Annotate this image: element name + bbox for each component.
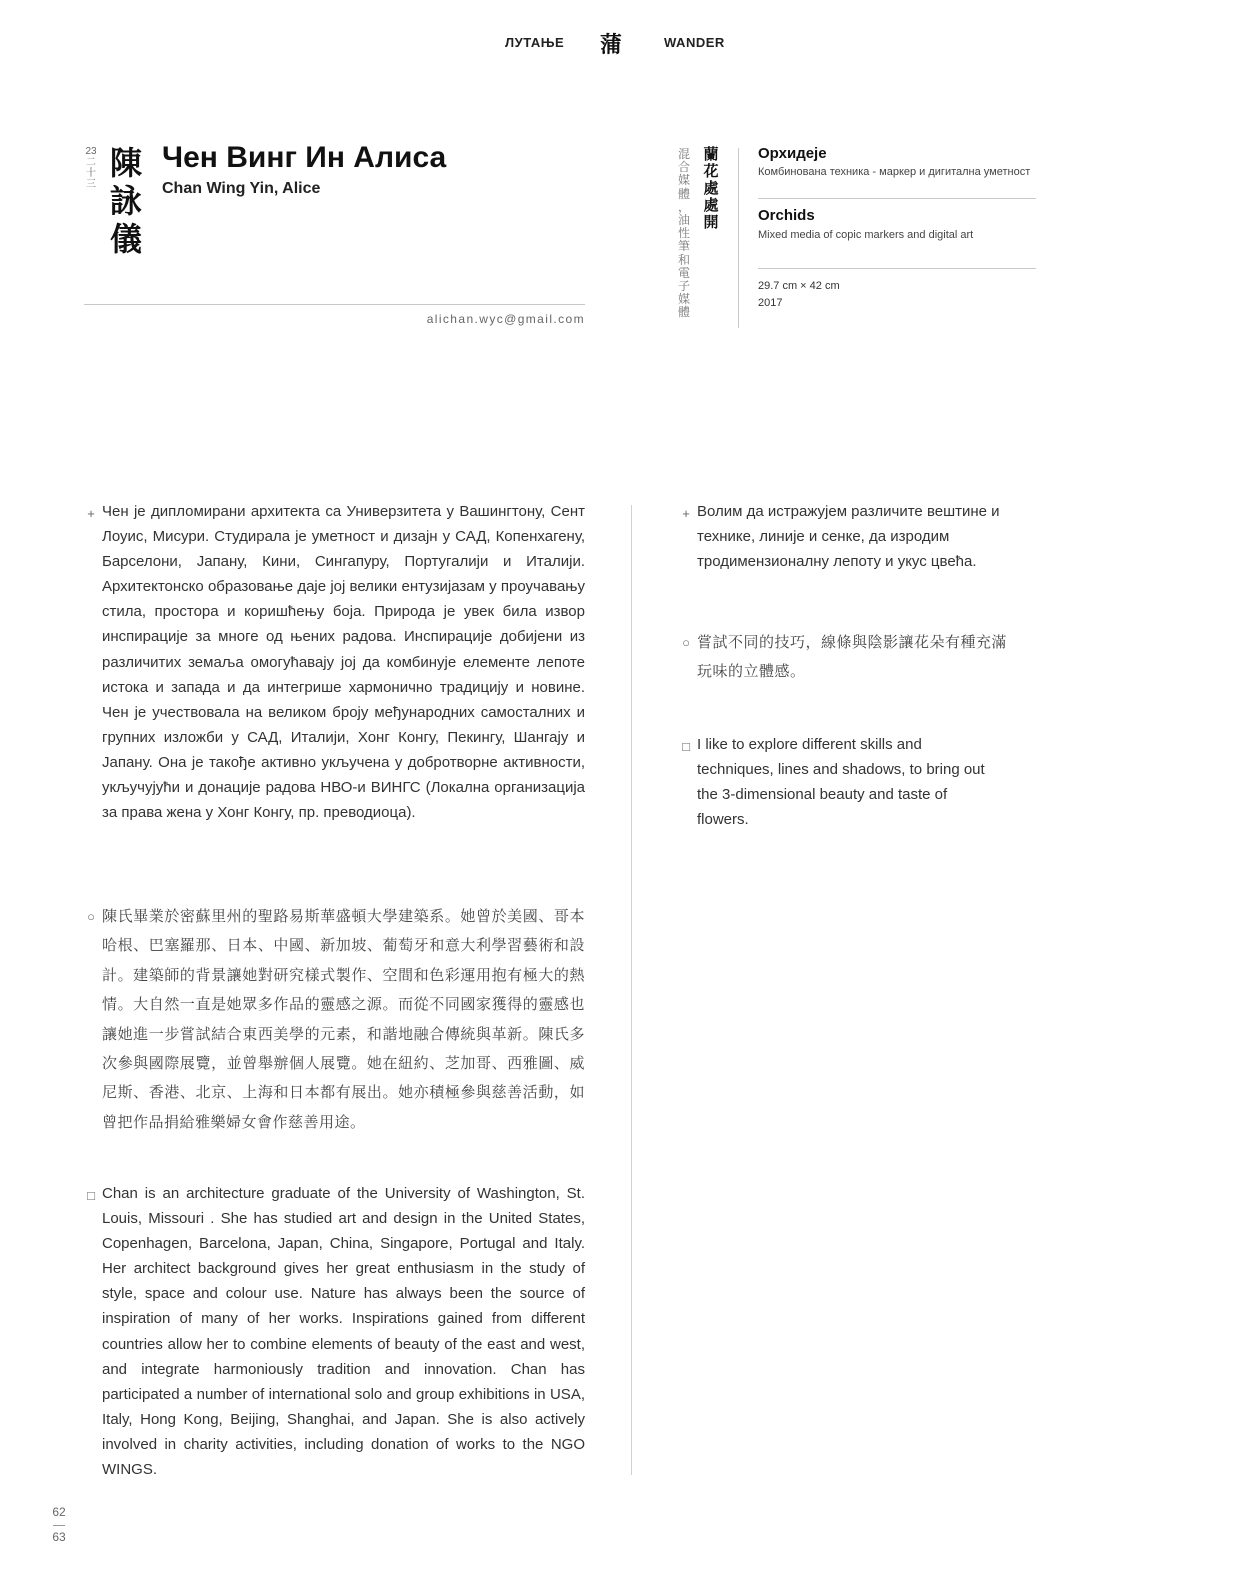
- title-char: 處: [703, 196, 719, 214]
- bio-chinese: 陳氏畢業於密蘇里州的聖路易斯華盛頓大學建築系。她曾於美國、哥本哈根、巴塞羅那、日本、中國、新加坡、葡萄牙和意大利學習藝術和設計。建築師的背景讓她對研究樣式製作、空間和色彩運用抱有極大的熱情。大自然一直是她眾多作品的靈感之源。而從不同國家獲得的靈感也讓她進一步嘗試結合東西美學的元素，和諧地融合傳統與革新。陳氏多次參與國際展覽，並曾舉辦個人展覽。她在紐約、芝加哥、西雅圖、威尼斯、香港、北京、上海和日本都有展出。她亦積極參與慈善活動，如曾把作品捐給雅樂婦女會作慈善用途。: [102, 907, 585, 1131]
- artist-divider: [84, 304, 585, 305]
- medium-char: 體: [677, 186, 690, 201]
- chinese-name-char: 儀: [110, 220, 143, 258]
- medium-char: 媒: [677, 173, 690, 188]
- medium-char: 體: [677, 305, 690, 320]
- medium-char: 混: [677, 147, 690, 161]
- artwork-vertical-medium: [676, 148, 692, 320]
- header-left-label: ЛУТАЊЕ: [505, 35, 565, 50]
- header-center-glyph: 蒲: [600, 32, 623, 57]
- artwork-title-english: Orchids: [758, 207, 815, 224]
- artwork-size: 29.7 cm × 42 cm: [758, 280, 840, 292]
- statement-chinese: 嘗試不同的技巧，線條與陰影讓花朵有種充滿玩味的立體感。: [697, 633, 1008, 681]
- statement-english: I like to explore different skills and techniques, lines and shadows, to bring out the 3-dimensional beauty and taste of flowers.: [697, 736, 985, 829]
- artist-number-char: 十: [86, 168, 96, 179]
- medium-char: 電: [677, 265, 690, 280]
- artwork-medium-english: Mixed media of copic markers and digital art: [758, 229, 974, 241]
- artist-number: [84, 146, 98, 190]
- artist-number-char: 23: [85, 146, 97, 157]
- medium-char: 筆: [677, 239, 690, 254]
- title-char: 處: [703, 179, 719, 197]
- plus-marker-icon: +: [87, 506, 95, 521]
- medium-char: 油: [677, 213, 690, 228]
- chinese-name-char: 詠: [110, 182, 143, 220]
- page-number-divider: [53, 1525, 65, 1526]
- artist-number-char: 二: [86, 157, 96, 168]
- bio-english: Chan is an architecture graduate of the University of Washington, St. Louis, Missouri . She has studied art and design in the United States, Copenhagen, Barcelona, Japan, China, Singapore, Portugal and Italy. Her architect background gives her great enthusiasm in the study of style, space and colour use. Nature has always been the source of inspiration of many of her works. Inspirations gained from different countries allow her to combine elements of beauty of the east and west, and integrate harmoniously tradition and innovation. Chan has participated a number of international solo and group exhibitions in USA, Italy, Hong Kong, Beijing, Shanghai, and Japan. She is also actively involved in charity activities, including donation of works to the NGO WINGS.: [102, 1185, 585, 1479]
- artist-chinese-name: [110, 144, 150, 258]
- artwork-divider: [758, 268, 1036, 269]
- column-divider: [631, 505, 632, 1475]
- page-number-left: 62: [52, 1505, 66, 1519]
- artwork-vertical-title: [701, 146, 721, 231]
- bio-serbian: Чен је дипломирани архитекта са Универзитета у Вашингтону, Сент Лоуис, Мисури. Студирала је уметност и дизајн у САД, Копенхагену, Барселони, Јапану, Кини, Сингапуру, Португалији и Италији. Архитектонско образовање даје јој велики ентузијазам у проучавању стила, простора и коришћењу боја. Природа је увек била извор инспирације за многе од њених радова. Инспирације добијени из различитих земаља омогућавају јој да комбинује елементе лепоте истока и запада и да интегрише хармонично традицију и новине. Чен је учествовала на великом броју међународних самосталних и групних изложби у САД, Италији, Хонг Конгу, Пекингу, Шангају и Јапану. Она је такође активно укључена у добротворне активности, укључујући и донације радова НВО-и ВИНГС (Локална организација за права жена у Хонг Конгу, пр. преводиоца).: [102, 503, 585, 822]
- artist-name-english: Chan Wing Yin, Alice: [162, 180, 321, 197]
- medium-char: 子: [677, 279, 690, 294]
- chinese-name-char: 陳: [110, 144, 143, 182]
- artist-number-char: 三: [86, 179, 96, 190]
- artwork-medium-serbian: Комбинована техника - маркер и дигитална уметност: [758, 166, 1031, 178]
- circle-marker-icon: ○: [87, 909, 95, 924]
- medium-char: 性: [677, 226, 690, 241]
- square-marker-icon: □: [87, 1188, 95, 1203]
- circle-marker-icon: ○: [682, 635, 690, 650]
- medium-char: 媒: [677, 292, 690, 307]
- plus-marker-icon: +: [682, 506, 690, 521]
- artwork-vertical-divider: [738, 148, 739, 328]
- header-right-label: WANDER: [664, 35, 725, 50]
- medium-char: 和: [677, 252, 690, 267]
- artist-name-serbian: Чен Винг Ин Алиса: [162, 141, 447, 174]
- title-char: 花: [703, 162, 719, 180]
- statement-serbian: Волим да истражујем различите вештине и технике, линије и сенке, да изродим тродимензионалну лепоту и укус цвећа.: [697, 503, 1000, 571]
- title-char: 開: [703, 213, 719, 231]
- page-number-right: 63: [52, 1530, 66, 1544]
- medium-char: 合: [677, 160, 690, 175]
- title-char: 蘭: [703, 145, 719, 163]
- square-marker-icon: □: [682, 739, 690, 754]
- artwork-divider: [758, 198, 1036, 199]
- artist-email[interactable]: alichan.wyc@gmail.com: [426, 312, 585, 326]
- medium-char: ，: [677, 199, 690, 214]
- artwork-year: 2017: [758, 297, 783, 309]
- artwork-title-serbian: Орхидеје: [758, 145, 827, 162]
